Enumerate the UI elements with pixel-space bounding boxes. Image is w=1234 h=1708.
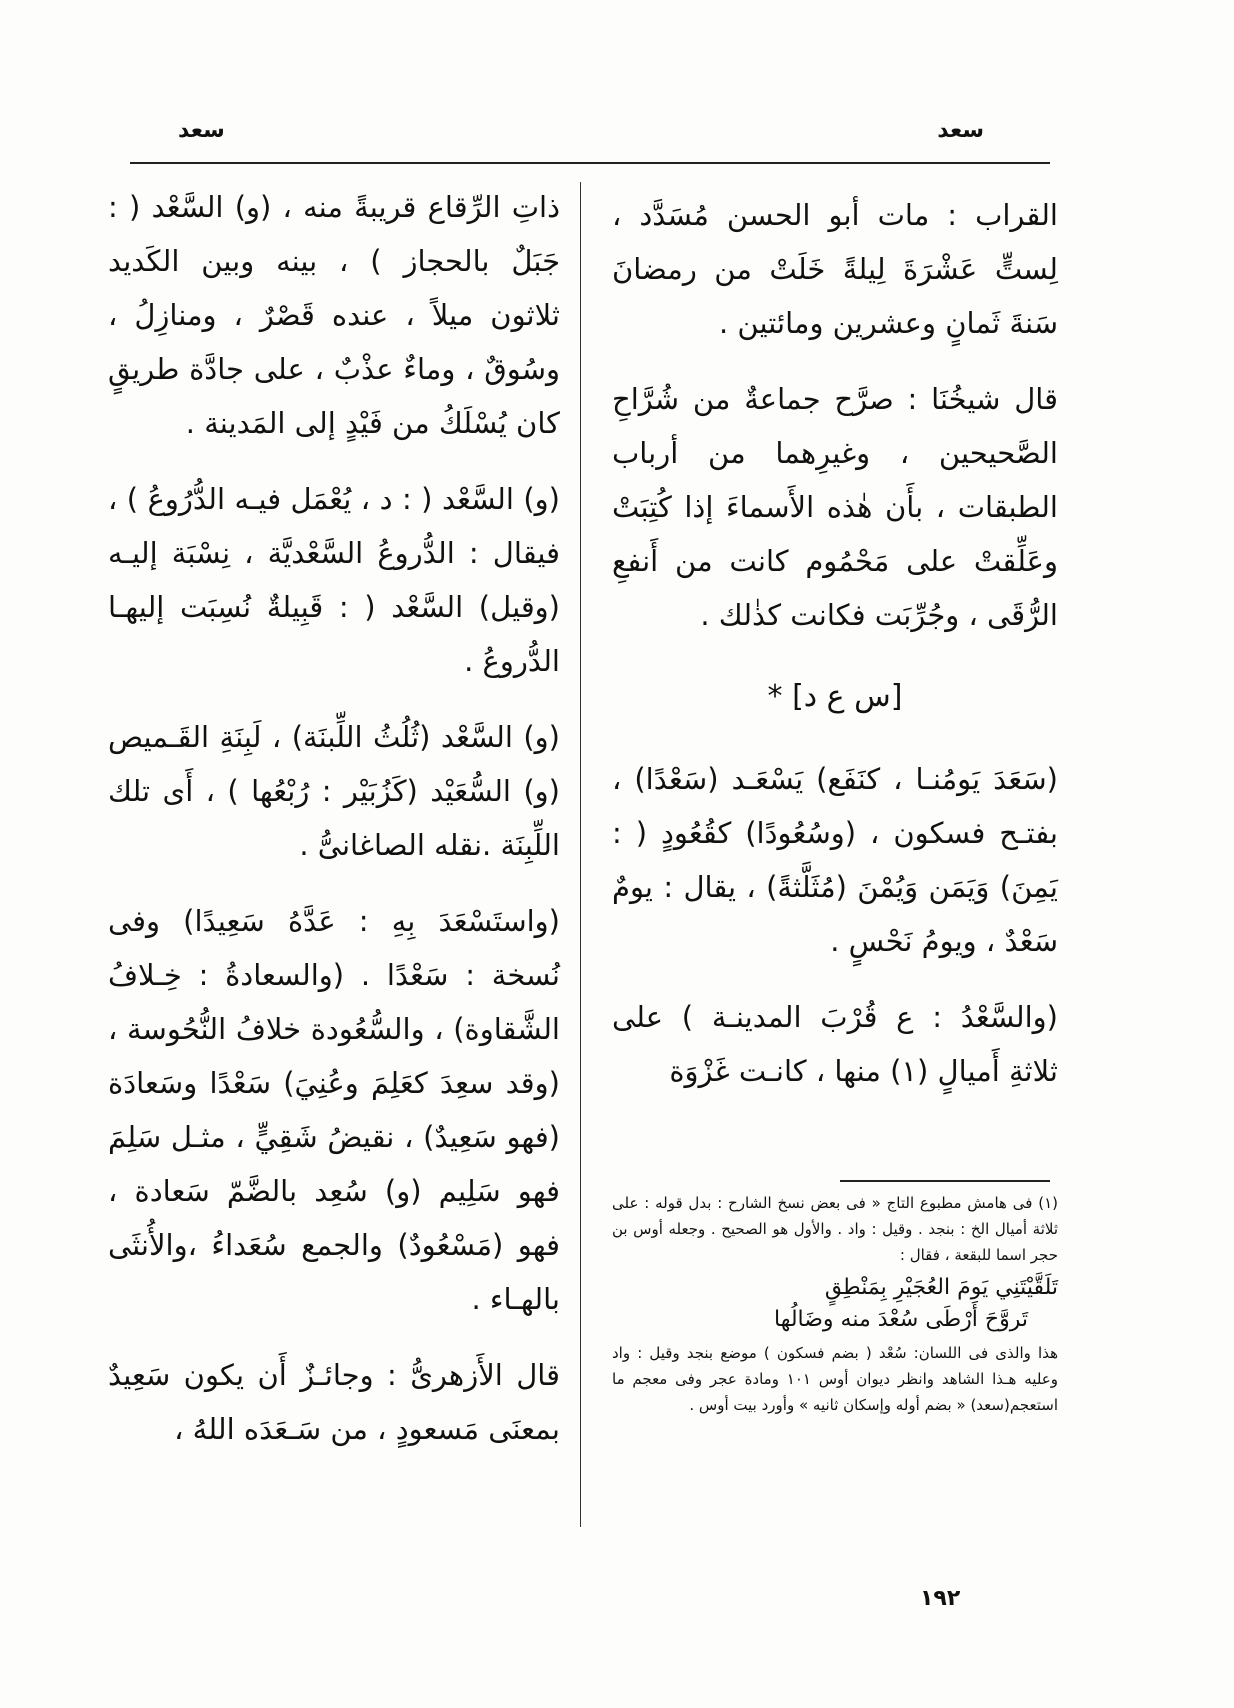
header-rule [130, 162, 1050, 164]
footnote-rule [840, 1180, 1050, 1182]
paragraph: (سَعَدَ يَومُنـا ، كنَفَع) يَسْعَـد (سَعْدًا) ، بفتـح فسكون ، (وسُعُودًا) كقُعُودٍ ( : يَمِنَ) وَيَمَن وَيُمْنَ (مُثَلَّثةً) ، يقال : يومٌ سَعْدٌ ، ويومُ نَحْسٍ . [612, 762, 1058, 958]
poem-verse [612, 1272, 1058, 1336]
paragraph: (واستَسْعَدَ بِهِ : عَدَّهُ سَعِيدًا) وفى نُسخة : سَعْدًا . (والسعادةُ : خِـلافُ الشَّقاوة) ، والسُّعُودة خلافُ النُّحُوسة ، (وقد سعِدَ كعَلِمَ وعُنِيَ) سَعْدًا وسَعادَة (فهو سَعِيدٌ) ، نقيضُ شَقِيٍّ ، مثـل سَلِمَ فهو سَلِيم (و) سُعِد بالضَّمّ سَعادة ، فهو (مَسْعُودٌ) والجمع سُعَداءُ ،والأُنثَى بالهـاء . [108, 904, 560, 1316]
footnote-text: (١) فى هامش مطبوع التاج « فى بعض نسخ الشارح : بدل قوله : على ثلاثة أميال الخ : بنجد . وقيل : واد . والأول هو الصحيح . وجعله أوس بن حجر اسما للبقعة ، فقال : [612, 1194, 1058, 1264]
paragraph: قال شيخُنَا : صرَّح جماعةٌ من شُرَّاحِ الصَّحيحين ، وغيرِهما من أرباب الطبقات ، بأَن هٰذه الأَسماءَ إذا كُتِبَتْ وعَلِّقتْ على مَحْمُوم كانت من أَنفعِ الرُّقَى ، وجُرِّبَت فكانت كذٰلك . [612, 382, 1058, 632]
paragraph: (و) السَّعْد ( : د ، يُعْمَل فيـه الدُّرُوعُ ) ، فيقال : الدُّروعُ السَّعْديَّة ، نِسْبَة إليـه (وقيل) السَّعْد ( : قَبِيلةٌ نُسِبَت إليهـا الدُّروعُ . [108, 482, 560, 678]
paragraph: (و) السَّعْد (ثُلُثُ اللِّبنَة) ، لَبِنَةِ القَـميص (و) السُّعَيْد (كَزُبَيْر : رُبْعُها ) ، أَى تلك اللِّبِنَة .نقله الصاغانىُّ . [108, 720, 560, 862]
footnote-text: هذا والذى فى اللسان: سُعْد ( بضم فسكون ) موضع بنجد وقيل : واد وعليه هـذا الشاهد وانظر ديوان أوس ١٠١ ومادة عجر وفى معجم ما استعجم(سعد) « بضم أوله وإسكان ثانيه » وأورد بيت أوس . [612, 1344, 1058, 1414]
paragraph: ذاتِ الرِّقاع قريبةً منه ، (و) السَّعْد ( : جَبَلٌ بالحجاز ) ، بينه وبين الكَديد ثلاثون ميلاً ، عنده قَصْرٌ ، ومنازِلُ ، وسُوقٌ ، وماءٌ عذْبٌ ، على جادَّة طريقٍ كان يُسْلَكُ من فَيْدٍ إلى المَدينة . [108, 190, 560, 440]
left-column [108, 180, 560, 1478]
paragraph: (والسَّعْدُ : ع قُرْبَ المدينـة ) على ثلاثةِ أَميالٍ (١) منها ، كانـت غَزْوَة [612, 1000, 1058, 1088]
paragraph: قال الأَزهرىُّ : وجائـزٌ أَن يكون سَعِيدٌ بمعنَى مَسعودٍ ، من سَـعَدَه اللهُ ، [108, 1358, 560, 1446]
column-divider [580, 182, 581, 1527]
running-head-left: سعد [178, 118, 225, 143]
poem-first-hemistich: تَلَقَّيْتَنِي يَومَ العُجَيْرِ بِمَنْطِقٍ [824, 1275, 1058, 1300]
running-head-right: سعد [937, 118, 984, 143]
page-number: ١٩٢ [920, 1586, 961, 1611]
right-column [612, 188, 1058, 1120]
entry-header: [س ع د] * [767, 679, 903, 714]
poem-second-hemistich: تَروَّحَ أَرْطَى سُعْدَ منه وضَالُها [773, 1307, 1028, 1332]
footnote [612, 1190, 1058, 1418]
paragraph: القراب : مات أبو الحسن مُسَدَّد ، لِستٍّ عَشْرَةَ لِيلةً خَلَتْ من رمضانَ سَنةَ ثَمانٍ وعشرين ومائتين . [612, 198, 1058, 340]
